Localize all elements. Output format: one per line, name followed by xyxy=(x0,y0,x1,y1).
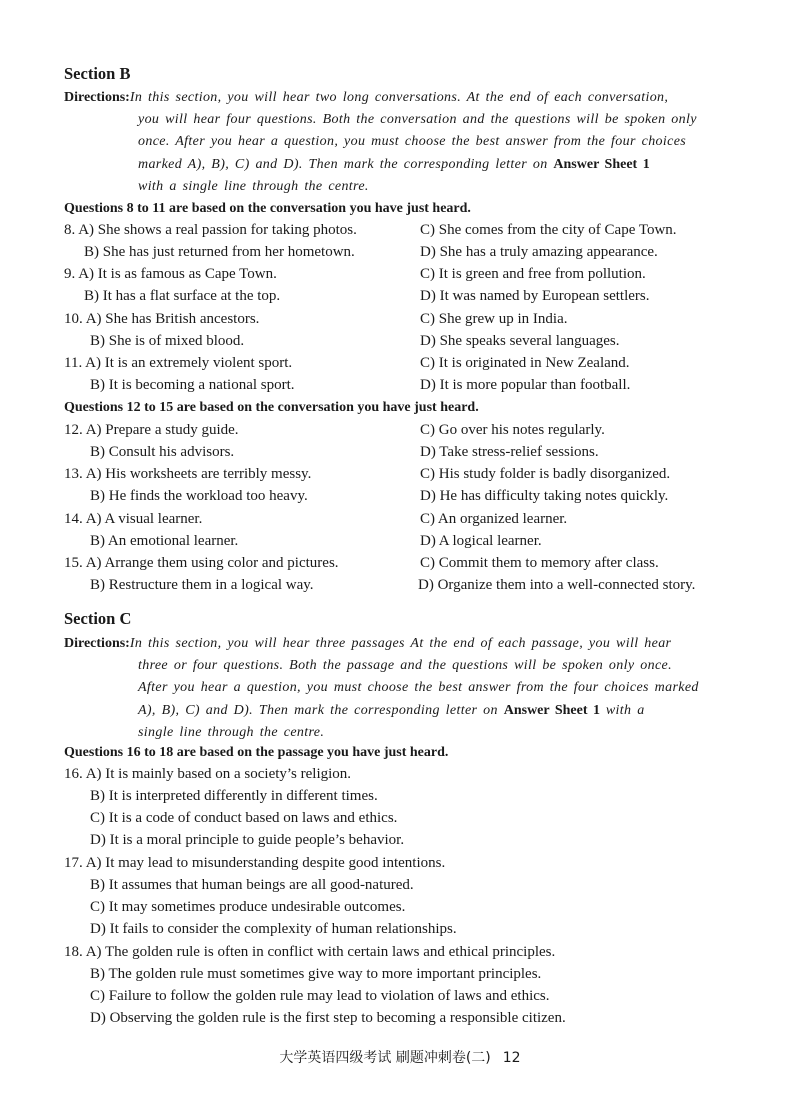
option-b: B) Restructure them in a logical way. xyxy=(90,577,314,593)
question-14-row-2 xyxy=(64,533,744,555)
option-c: C) It may sometimes produce undesirable outcomes. xyxy=(90,899,406,915)
question-16-row-4 xyxy=(64,832,744,854)
option-a: A) It is as famous as Cape Town. xyxy=(78,266,277,282)
section-c-directions xyxy=(64,633,736,744)
option-d: D) It is more popular than football. xyxy=(420,377,631,393)
option-b: B) It assumes that human beings are all good-natured. xyxy=(90,877,414,893)
question-10-row-1 xyxy=(64,311,744,333)
option-c: C) Failure to follow the golden rule may lead to violation of laws and ethics. xyxy=(90,988,550,1004)
option-d: D) It fails to consider the complexity of human relationships. xyxy=(90,921,457,937)
question-9-row-2 xyxy=(64,288,744,310)
option-a: A) She has British ancestors. xyxy=(85,311,260,327)
option-d: D) He has difficulty taking notes quickly. xyxy=(420,488,669,504)
question-group-heading: Questions 16 to 18 are based on the passage you have just heard. xyxy=(64,745,449,760)
question-number: 11. xyxy=(64,355,83,371)
directions-line: you will hear four questions. Both the conversation and the questions will be spoken only xyxy=(138,112,697,128)
option-a: A) Prepare a study guide. xyxy=(85,422,239,438)
directions-label: Directions: xyxy=(64,90,130,105)
directions-line: once. After you hear a question, you must choose the best answer from the four choices xyxy=(138,134,687,150)
directions-line: marked A), B), C) and D). Then mark the corresponding letter on xyxy=(138,156,554,172)
question-14-row-1 xyxy=(64,511,744,533)
option-a: A) It is mainly based on a society’s religion. xyxy=(85,766,352,782)
option-d: D) A logical learner. xyxy=(420,533,542,549)
option-d: D) It is a moral principle to guide people’s behavior. xyxy=(90,832,405,848)
option-d: D) She has a truly amazing appearance. xyxy=(420,244,658,260)
question-11-row-2 xyxy=(64,377,744,399)
page-number: 12 xyxy=(502,1050,521,1066)
option-b: B) The golden rule must sometimes give way to more important principles. xyxy=(90,966,542,982)
option-d: D) Observing the golden rule is the first step to becoming a responsible citizen. xyxy=(90,1010,566,1026)
option-c: C) It is green and free from pollution. xyxy=(420,266,646,282)
option-a: A) It may lead to misunderstanding despite good intentions. xyxy=(85,855,446,871)
option-b: B) It is interpreted differently in different times. xyxy=(90,788,378,804)
page-footer xyxy=(0,1047,800,1067)
question-number: 13. xyxy=(64,466,83,482)
directions-label: Directions: xyxy=(64,636,130,651)
option-b: B) It has a flat surface at the top. xyxy=(84,288,281,304)
directions-line: After you hear a question, you must choose the best answer from the four choices marked xyxy=(138,680,699,696)
option-b: B) It is becoming a national sport. xyxy=(90,377,295,393)
option-c: C) Commit them to memory after class. xyxy=(420,555,659,571)
question-group-heading: Questions 12 to 15 are based on the conversation you have just heard. xyxy=(64,400,479,415)
option-a: A) His worksheets are terribly messy. xyxy=(85,466,312,482)
option-c: C) His study folder is badly disorganized. xyxy=(420,466,671,482)
option-d: D) Take stress-relief sessions. xyxy=(420,444,599,460)
option-b: B) He finds the workload too heavy. xyxy=(90,488,308,504)
question-17-row-2 xyxy=(64,877,744,899)
answer-sheet-ref: Answer Sheet 1 xyxy=(503,702,601,718)
option-a: A) Arrange them using color and pictures. xyxy=(85,555,339,571)
question-number: 12. xyxy=(64,422,83,438)
directions-line: three or four questions. Both the passage and the questions will be spoken only once. xyxy=(138,658,672,674)
question-13-row-1 xyxy=(64,466,744,488)
section-b-title: Section B xyxy=(64,64,131,83)
section-b-directions xyxy=(64,87,736,198)
question-18-row-3 xyxy=(64,988,744,1010)
question-number: 16. xyxy=(64,766,83,782)
question-13-row-2 xyxy=(64,488,744,510)
directions-line: In this section, you will hear two long conversations. At the end of each conversation, xyxy=(129,90,669,105)
question-17-row-4 xyxy=(64,921,744,943)
question-group-heading: Questions 8 to 11 are based on the conversation you have just heard. xyxy=(64,201,471,216)
option-a: A) A visual learner. xyxy=(85,511,203,527)
question-16-row-2 xyxy=(64,788,744,810)
option-b: B) An emotional learner. xyxy=(90,533,239,549)
option-c: C) Go over his notes regularly. xyxy=(420,422,605,438)
option-c: C) She comes from the city of Cape Town. xyxy=(420,222,677,238)
option-b: B) She has just returned from her hometown. xyxy=(84,244,355,260)
option-a: A) The golden rule is often in conflict with certain laws and ethical principles. xyxy=(85,944,556,960)
directions-line: with a single line through the centre. xyxy=(138,178,369,194)
directions-line: A), B), C) and D). Then mark the corresponding letter on xyxy=(138,702,504,718)
question-12-row-2 xyxy=(64,444,744,466)
directions-line-tail: with a xyxy=(600,702,645,718)
question-number: 17. xyxy=(64,855,83,871)
directions-line: In this section, you will hear three passages At the end of each passage, you will hear xyxy=(129,636,672,651)
question-8-row-1 xyxy=(64,222,744,244)
question-17-row-1 xyxy=(64,855,744,877)
footer-title: 大学英语四级考试 刷题冲刺卷(二) xyxy=(279,1050,491,1066)
directions-line: single line through the centre. xyxy=(138,724,325,740)
question-12-row-1 xyxy=(64,422,744,444)
question-8-row-2 xyxy=(64,244,744,266)
question-number: 8. xyxy=(64,222,76,238)
answer-sheet-ref: Answer Sheet 1 xyxy=(553,156,650,172)
question-18-row-2 xyxy=(64,966,744,988)
question-18-row-4 xyxy=(64,1010,744,1032)
question-15-row-2 xyxy=(64,577,744,599)
option-a: A) It is an extremely violent sport. xyxy=(85,355,293,371)
option-a: A) She shows a real passion for taking photos. xyxy=(78,222,357,238)
option-c: C) It is a code of conduct based on laws and ethics. xyxy=(90,810,398,826)
option-c: C) She grew up in India. xyxy=(420,311,568,327)
question-number: 9. xyxy=(64,266,76,282)
question-9-row-1 xyxy=(64,266,744,288)
question-number: 15. xyxy=(64,555,83,571)
option-d: D) She speaks several languages. xyxy=(420,333,620,349)
section-c-title: Section C xyxy=(64,609,132,628)
option-c: C) It is originated in New Zealand. xyxy=(420,355,630,371)
question-11-row-1 xyxy=(64,355,744,377)
question-17-row-3 xyxy=(64,899,744,921)
question-number: 18. xyxy=(64,944,83,960)
option-d: D) It was named by European settlers. xyxy=(420,288,650,304)
question-10-row-2 xyxy=(64,333,744,355)
question-number: 14. xyxy=(64,511,83,527)
question-number: 10. xyxy=(64,311,83,327)
question-16-row-1 xyxy=(64,766,744,788)
option-c: C) An organized learner. xyxy=(420,511,568,527)
question-18-row-1 xyxy=(64,944,744,966)
option-b: B) She is of mixed blood. xyxy=(90,333,245,349)
option-d: D) Organize them into a well-connected story. xyxy=(418,577,696,593)
option-b: B) Consult his advisors. xyxy=(90,444,235,460)
question-15-row-1 xyxy=(64,555,744,577)
question-16-row-3 xyxy=(64,810,744,832)
